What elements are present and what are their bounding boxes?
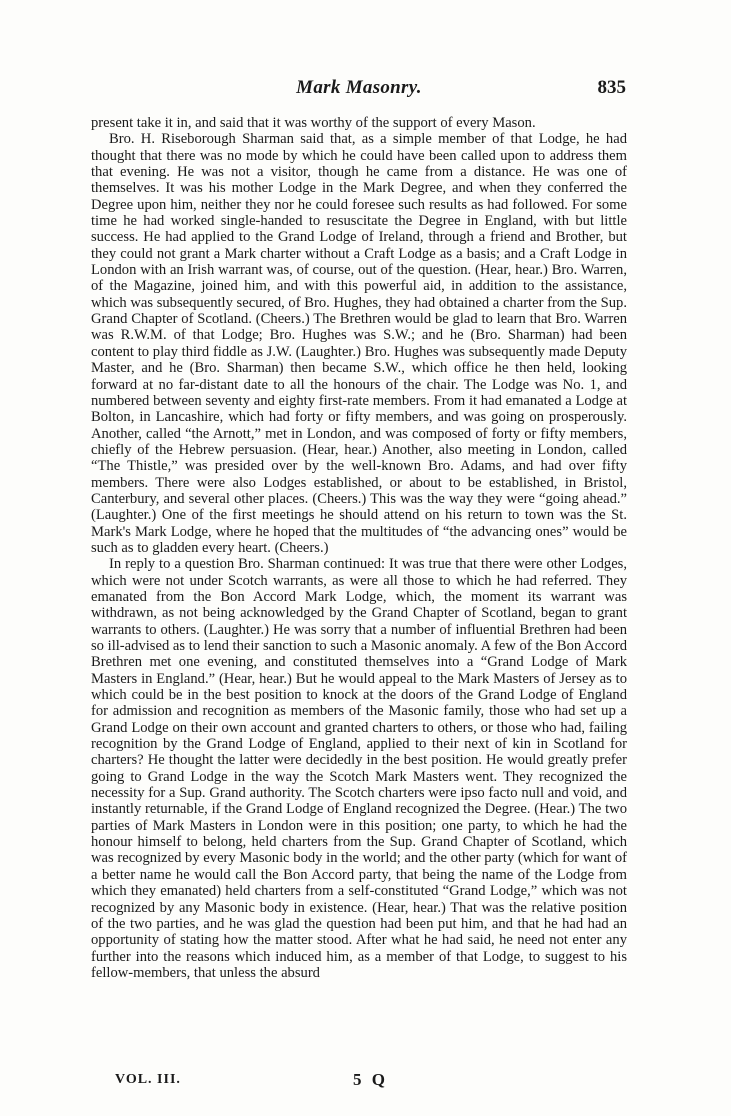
running-head [92, 77, 626, 103]
paragraph-sharman-speech: Bro. H. Riseborough Sharman said that, as a simple member of that Lodge, he had thought that there was no mode by which he could have been called upon to address them that evening. He was not a visitor, though he came from a distance. He was one of themselves. It was his mother Lodge in the Mark Degree, and when they conferred the Degree upon him, neither they nor he could foresee such results as had followed. For some time he had worked single-handed to resuscitate the Degree in England, with but little success. He had applied to the Grand Lodge of Ireland, through a friend and Brother, but they could not grant a Mark charter without a Craft Lodge as a basis; and a Craft Lodge in London with an Irish warrant was, of course, out of the question. (Hear, hear.) Bro. Warren, of the Magazine, joined him, and with this powerful aid, in addition to the assistance, which was subsequently secured, of Bro. Hughes, they had obtained a charter from the Sup. Grand Chapter of Scotland. (Cheers.) The Brethren would be glad to learn that Bro. Warren was R.W.M. of that Lodge; Bro. Hughes was S.W.; and he (Bro. Sharman) had been content to play third fiddle as J.W. (Laughter.) Bro. Hughes was subsequently made Deputy Master, and he (Bro. Sharman) then became S.W., which office he then held, looking forward at no far-distant date to all the honours of the chair. The Lodge was No. 1, and numbered between seventy and eighty first-rate members. From it had emanated a Lodge at Bolton, in Lancashire, which had forty or fifty members, and was going on prosperously. Another, called “the Arnott,” met in London, and was composed of forty or fifty members, chiefly of the Hebrew persuasion. (Hear, hear.) Another, also meeting in London, called “The Thistle,” was presided over by the well-known Bro. Adams, and had over fifty members. There were also Lodges established, or about to be established, in Bristol, Canterbury, and several other places. (Cheers.) This was the way they were “going ahead.” (Laughter.) One of the first meetings he should attend on his return to town was the St. Mark's Mark Lodge, where he hoped that the multitudes of “the advancing ones” would be such as to gladden every heart. (Cheers.) [91, 131, 627, 556]
volume-label: VOL. III. [115, 1072, 181, 1087]
page-number: 835 [597, 77, 626, 98]
running-title: Mark Masonry. [296, 77, 422, 98]
page-footer [115, 1070, 515, 1092]
signature-mark: 5 Q [353, 1070, 388, 1089]
paragraph-continued: present take it in, and said that it was worthy of the support of every Mason. [91, 115, 536, 131]
article-body [91, 115, 627, 981]
paragraph-reply-to-question: In reply to a question Bro. Sharman continued: It was true that there were other Lodges, which were not under Scotch warrants, as were all those to which he had referred. They emanated from the Bon Accord Mark Lodge, which, the moment its warrant was withdrawn, as not being acknowledged by the Grand Chapter of Scotland, began to grant warrants to others. (Laughter.) He was sorry that a number of influential Brethren had been so ill-advised as to lend their sanction to such a Masonic anomaly. A few of the Bon Accord Brethren met one evening, and constituted themselves into a “Grand Lodge of Mark Masters in England.” (Hear, hear.) But he would appeal to the Mark Masters of Jersey as to which could be in the best position to knock at the doors of the Grand Lodge of England for admission and recognition as members of the Masonic family, those who had set up a Grand Lodge on their own account and granted charters to others, or those who had, failing recognition by the Grand Lodge of England, applied to their next of kin in Scotland for charters? He thought the latter were decidedly in the best position. He would greatly prefer going to Grand Lodge in the way the Scotch Mark Masters went. They recognized the necessity for a Sup. Grand authority. The Scotch charters were ipso facto null and void, and instantly returnable, if the Grand Lodge of England recognized the Degree. (Hear.) The two parties of Mark Masters in London were in this position; one party, to which he had the honour himself to belong, held charters from the Sup. Grand Chapter of Scotland, which was recognized by every Masonic body in the world; and the other party (which for want of a better name he would call the Bon Accord party, that being the name of the Lodge from which they emanated) held charters from a self-constituted “Grand Lodge,” which was not recognized by any Masonic body in existence. (Hear, hear.) That was the relative position of the two parties, and he was glad the question had been put him, and that he had had an opportunity of stating how the matter stood. After what he had said, he need not enter any further into the reasons which induced him, as a member of that Lodge, to suggest to his fellow-members, that unless the absurd [91, 556, 627, 981]
